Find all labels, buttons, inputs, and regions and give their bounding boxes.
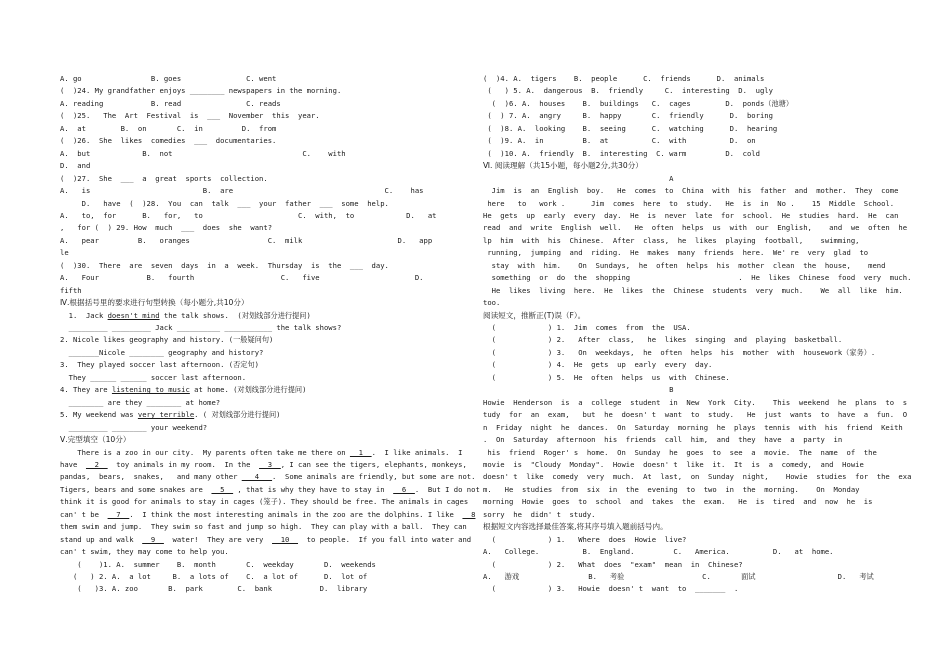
text-line: ( ) 2. A. a lot B. a lots of C. a lot of D. lot of — [60, 572, 368, 581]
text-line: _________ ________ your weekend? — [60, 422, 208, 432]
text-line: too. — [483, 298, 501, 308]
text-line: 阅读短文，推断正(T)误（F）。 — [483, 310, 586, 320]
text-line: They ______ ______ soccer last afternoon. — [60, 372, 247, 382]
text-line: Jim is an English boy. He comes to China with his father and mother. They come — [483, 186, 899, 196]
text-line: them swim and jump. They swim so fast and jump so high. They can play with a ball. They can — [60, 522, 467, 532]
text-line: D. and — [60, 161, 91, 171]
text-line: here to work . Jim comes here to study. He is in No . 15 Middle School. — [483, 198, 895, 208]
text-line: Ⅴ.完型填空（10分） — [60, 435, 131, 445]
text-line: something or do the shopping . He likes Chinese food very much. — [483, 273, 912, 283]
text-line: _______Nicole ________ geography and history? — [60, 347, 264, 357]
text-line: n Friday night he dances. On Saturday morning he plays tennis with his friend Keith — [483, 422, 903, 432]
text-line: ( ) 4. He gets up early every day. — [483, 360, 713, 370]
text-line: ( ) 3. On weekdays, he often helps his mother with housework（家务）. — [483, 347, 876, 357]
text-line: ( )9. A. in B. at C. with D. on — [483, 136, 756, 146]
text-line: A. is B. are C. has — [60, 186, 424, 196]
text-line: ( ) 3. Howie doesn' t want to _______ . — [483, 584, 739, 594]
text-line: ( )6. A. houses B. buildings C. cages D. ponds（池塘） — [483, 98, 794, 108]
text-line: ( )26. She likes comedies ___ documentaries. — [60, 136, 277, 146]
text-line: stand up and walk __9__ water! They are very __10__ to people. If you fall into water and — [60, 534, 472, 544]
text-line: stay with him. On Sundays, he often helps his mother clean the house, mend — [483, 260, 886, 270]
text-line: A. but B. not C. with — [60, 148, 346, 158]
text-line: ( ) 5. He often helps us with Chinese. — [483, 372, 730, 382]
text-line: can' t be __7__. I think the most interesting animals in the zoo are the dolphins. I like __8 — [60, 509, 476, 519]
text-line: lp him with his Chinese. After class, he likes playing football, swimming, — [483, 235, 860, 245]
text-line: morning Howie goes to school and takes the exam. He is tired and now he is — [483, 497, 873, 507]
text-line: 根据短文内容选择最佳答案,将其序号填入题前括号内。 — [483, 522, 668, 532]
text-line: ( )3. A. zoo B. park C. bank D. library — [60, 584, 368, 594]
text-line: his friend Roger' s home. On Sunday he goes to see a movie. The name of the — [483, 447, 877, 457]
text-line: 2. Nicole likes geography and history. (一般疑问句) — [60, 335, 274, 345]
text-line: pandas, bears, snakes, and many other ___4___. Some animals are friendly, but some are not. — [60, 472, 476, 482]
text-line: read and write English well. He often helps us with our English, and we often he — [483, 223, 908, 233]
text-line: B — [483, 385, 674, 395]
text-line: A. reading B. read C. reads — [60, 98, 281, 108]
text-line: 4. They are listening to music at home. (对划线部分进行提问) — [60, 385, 307, 395]
text-line: ( )25. The Art Festival is ___ November this year. — [60, 111, 320, 121]
text-line: A. College. B. England. C. America. D. at home. — [483, 547, 834, 557]
text-line: A. at B. on C. in D. from — [60, 123, 277, 133]
text-line: running, jumping and riding. He makes many friends here. We' re very glad to — [483, 248, 869, 258]
text-line: m. He studies from six in the evening to two in the morning. On Monday — [483, 484, 860, 494]
text-line: Ⅳ.根据括号里的要求进行句型转换（每小题分,共10分） — [60, 298, 249, 308]
text-line: There is a zoo in our city. My parents often take me there on __1__. I like animals. I — [60, 447, 463, 457]
text-line: A. 游戏 B. 考验 C. 面试 D. 考试 — [483, 572, 874, 581]
text-line: A. to, for B. for, to C. with, to D. at — [60, 210, 437, 220]
text-line: ( ) 2. What does "exam" mean in Chinese? — [483, 559, 743, 569]
text-line: 1. Jack doesn't mind the talk shows. (对划线部分进行提问) — [60, 310, 311, 320]
text-line: think it is good for animals to stay in cages (笼子). They should be free. The animals in cages — [60, 497, 469, 507]
text-line: ( ) 5. A. dangerous B. friendly C. interesting D. ugly — [483, 86, 773, 96]
text-line: A. Four B. fourth C. five D. — [60, 273, 424, 283]
text-line: can' t swim, they may come to help you. — [60, 547, 229, 557]
text-line: ( )1. A. summer B. month C. weekday D. weekends — [60, 559, 376, 569]
text-line: A. go B. goes C. went — [60, 74, 277, 83]
text-line: Ⅵ. 阅读理解（共15小题，每小题2分,共30分） — [483, 161, 643, 171]
text-line: sorry he didn' t study. — [483, 509, 596, 519]
text-line: _________ _________ Jack __________ ___________ the talk shows? — [60, 323, 342, 332]
text-line: le — [60, 248, 69, 258]
text-line: ( ) 1. Where does Howie live? — [483, 534, 687, 544]
text-line: He likes living here. He likes the Chinese students very much. We all like him. — [483, 285, 903, 295]
text-line: A. pear B. oranges C. milk D. app — [60, 235, 433, 245]
text-line: ( ) 1. Jim comes from the USA. — [483, 323, 691, 332]
text-line: ( )27. She ___ a great sports collection. — [60, 173, 268, 183]
text-line: ( )8. A. looking B. seeing C. watching D. hearing — [483, 123, 778, 133]
text-line: ( )30. There are seven days in a week. Thursday is the ___ day. — [60, 260, 389, 270]
text-line: . On Saturday afternoon his friends call him, and they have a party in — [483, 435, 843, 445]
text-line: He gets up early every day. He is never late for school. He studies hard. He can — [483, 210, 899, 220]
text-line: , for ( ) 29. How much ___ does she want? — [60, 223, 273, 233]
text-line: ( )4. A. tigers B. people C. friends D. animals — [483, 74, 765, 83]
text-line: tudy for an exam, but he doesn' t want to study. He just wants to have a fun. O — [483, 410, 908, 420]
text-line: have __2__ toy animals in my room. In the __3__, I can see the tigers, elephants, monkeys, — [60, 459, 467, 469]
text-line: 5. My weekend was very terrible. ( 对划线部分进行提问) — [60, 410, 281, 420]
text-line: Howie Henderson is a college student in New York City. This weekend he plans to s — [483, 397, 908, 407]
text-line: 3. They played soccer last afternoon. (否定句) — [60, 360, 259, 370]
text-line: D. have ( )28. You can talk ___ your father ___ some help. — [60, 198, 389, 208]
text-line: ( ) 2. After class, he likes singing and playing basketball. — [483, 335, 843, 345]
text-line: movie is "Cloudy Monday". Howie doesn' t like it. It is a comedy, and Howie — [483, 459, 864, 469]
text-line: ________ are they ________ at home? — [60, 397, 221, 407]
text-line: ( )24. My grandfather enjoys ________ newspapers in the morning. — [60, 86, 342, 96]
text-line: fifth — [60, 285, 82, 295]
text-line: ( ) 7. A. angry B. happy C. friendly D. boring — [483, 111, 773, 121]
text-line: ( )10. A. friendly B. interesting C. warm D. cold — [483, 148, 760, 158]
text-line: Tigers, bears and some snakes are __5__ , that is why they have to stay in __6__. But I do not — [60, 484, 480, 494]
text-line: doesn' t like comedy very much. At last, on Sunday night, Howie studies for the exa — [483, 472, 912, 482]
text-line: A — [483, 173, 674, 183]
